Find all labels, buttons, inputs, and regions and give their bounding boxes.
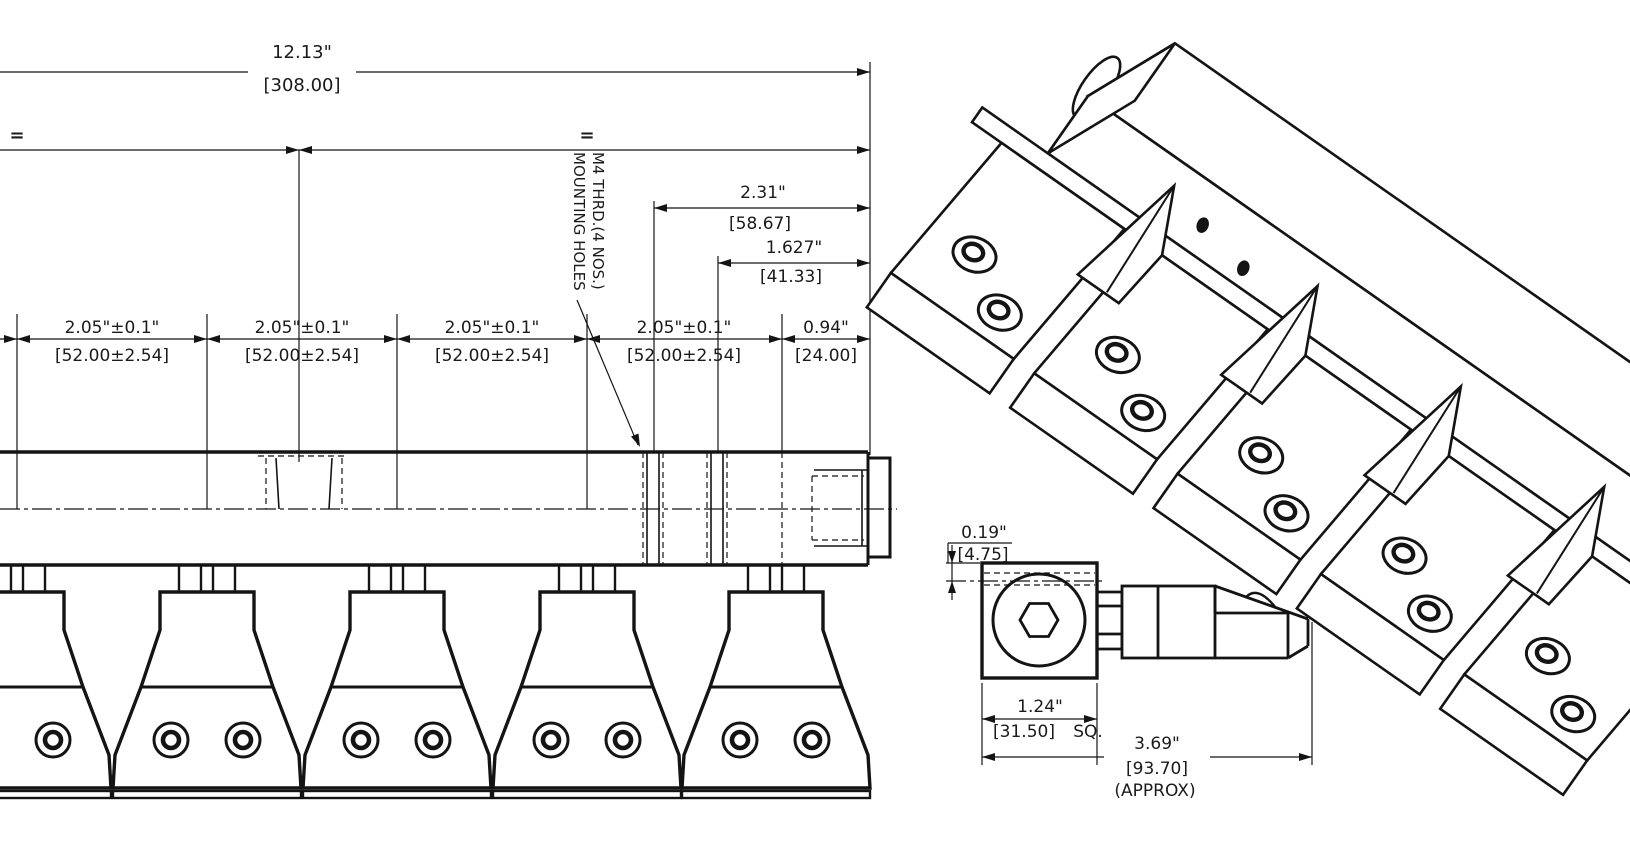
dim-overall-mm: [308.00] — [263, 75, 341, 96]
nozzle-row — [0, 565, 870, 798]
isometric-view — [850, 0, 1630, 860]
dim-length-note: (APPROX) — [1114, 781, 1196, 801]
pitch-dim-2-inch: 2.05"±0.1" — [254, 318, 350, 338]
note-line-2: MOUNTING HOLES — [570, 152, 588, 291]
dim-length-inch: 3.69" — [1134, 734, 1180, 754]
dim-plate-mm: [4.75] — [957, 545, 1009, 565]
mounting-holes-note — [570, 152, 607, 291]
square-flange — [982, 563, 1097, 678]
dim-hole-inner-mm: [41.33] — [760, 267, 822, 287]
dim-square-mm: [31.50] — [993, 722, 1055, 742]
pitch-dim-4-mm: [52.00±2.54] — [626, 346, 742, 366]
dimension-lines — [0, 62, 870, 462]
rail-body — [0, 452, 897, 565]
dim-end-mm: [24.00] — [795, 346, 857, 366]
dim-overall-inch: 12.13" — [272, 42, 332, 63]
pitch-dim-4-inch: 2.05"±0.1" — [636, 318, 732, 338]
nozzle-unit-1 — [0, 565, 111, 798]
nozzle-unit-3 — [303, 565, 491, 798]
dim-hole-outer-mm: [58.67] — [729, 214, 791, 234]
dim-hole-inner-inch: 1.627" — [765, 238, 823, 258]
dim-square-suffix: SQ. — [1073, 722, 1103, 742]
nozzle-unit-2 — [113, 565, 301, 798]
front-view — [0, 42, 897, 798]
dim-end-inch: 0.94" — [803, 318, 849, 338]
note-line-1: M4 THRD.(4 NOS.) — [589, 152, 607, 290]
dim-plate-inch: 0.19" — [961, 523, 1007, 543]
nozzle-unit-4 — [493, 565, 681, 798]
pitch-dim-1-mm: [52.00±2.54] — [54, 346, 170, 366]
pitch-dim-2-mm: [52.00±2.54] — [244, 346, 360, 366]
hidden-center-boss — [258, 456, 347, 509]
pitch-dim-3-mm: [52.00±2.54] — [434, 346, 550, 366]
equal-mark-left: = — [9, 125, 25, 146]
dim-hole-outer-inch: 2.31" — [740, 183, 786, 203]
equal-mark-right: = — [579, 125, 595, 146]
pitch-dim-3-inch: 2.05"±0.1" — [444, 318, 540, 338]
nozzle-side-profile — [1122, 586, 1308, 658]
nozzle-unit-5 — [682, 565, 870, 798]
pitch-dim-1-inch: 2.05"±0.1" — [64, 318, 160, 338]
rail-end-block — [868, 458, 890, 557]
connector-stack — [1098, 592, 1122, 649]
dim-length-mm: [93.70] — [1126, 759, 1188, 779]
dim-square-inch: 1.24" — [1017, 697, 1063, 717]
